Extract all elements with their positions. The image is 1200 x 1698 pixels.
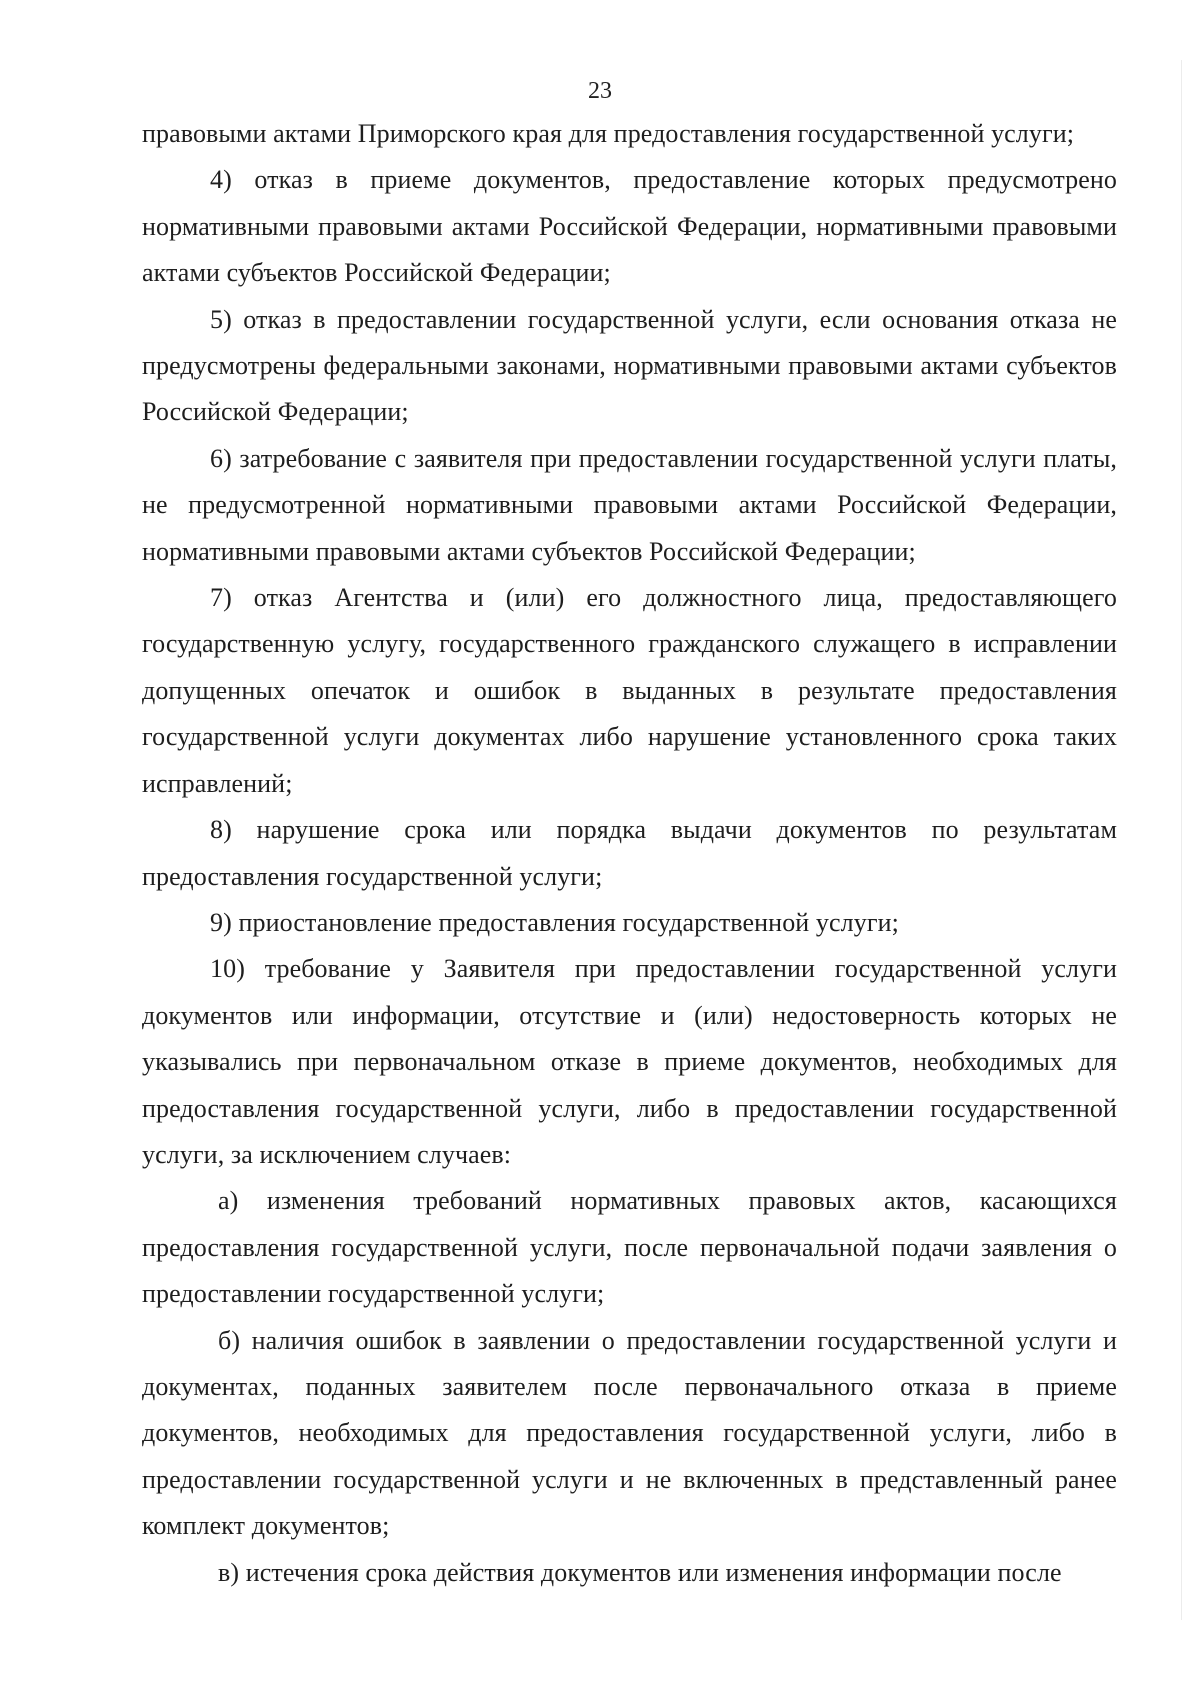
paragraph-item-5: 5) отказ в предоставлении государственной услуги, если основания отказа не предусмотрены федеральными законами, нормативными правовыми актами субъектов Российской Федерации;	[142, 304, 1117, 427]
paragraph-item-10: 10) требование у Заявителя при предоставлении государственной услуги документов или информации, отсутствие и (или) недостоверность которых не указывались при первоначальном отказе в приеме документов, необходимых для предоставления государственной услуги, либо в предоставлении государственной услуги, за исключением случаев:	[142, 954, 1117, 1169]
document-body	[142, 111, 1117, 1596]
paragraph-subitem-a: а) изменения требований нормативных правовых актов, касающихся предоставления государственной услуги, после первоначальной подачи заявления о предоставлении государственной услуги;	[142, 1186, 1117, 1309]
paragraph-item-6: 6) затребование с заявителя при предоставлении государственной услуги платы, не предусмотренной нормативными правовыми актами Российской Федерации, нормативными правовыми актами субъектов Российской Федерации;	[142, 443, 1117, 566]
page-number: 23	[588, 78, 612, 104]
scan-edge-line	[1181, 60, 1182, 1620]
paragraph-continuation: правовыми актами Приморского края для предоставления государственной услуги;	[142, 119, 1075, 148]
paragraph-item-8: 8) нарушение срока или порядка выдачи документов по результатам предоставления государственной услуги;	[142, 815, 1117, 891]
paragraph-item-4: 4) отказ в приеме документов, предоставление которых предусмотрено нормативными правовыми актами Российской Федерации, нормативными правовыми актами субъектов Российской Федерации;	[142, 165, 1117, 288]
paragraph-item-9: 9) приостановление предоставления государственной услуги;	[210, 907, 899, 937]
paragraph-subitem-b: б) наличия ошибок в заявлении о предоставлении государственной услуги и документах, поданных заявителем после первоначального отказа в приеме документов, необходимых для предоставления государственной услуги, либо в предоставлении государственной услуги и не включенных в представленный ранее комплект документов;	[142, 1325, 1117, 1541]
paragraph-item-7: 7) отказ Агентства и (или) его должностного лица, предоставляющего государственную услугу, государственного гражданского служащего в исправлении допущенных опечаток и ошибок в выданных в результате предоставления государственной услуги документах либо нарушение установленного срока таких исправлений;	[142, 583, 1117, 798]
paragraph-subitem-v: в) истечения срока действия документов или изменения информации после	[218, 1557, 1062, 1587]
